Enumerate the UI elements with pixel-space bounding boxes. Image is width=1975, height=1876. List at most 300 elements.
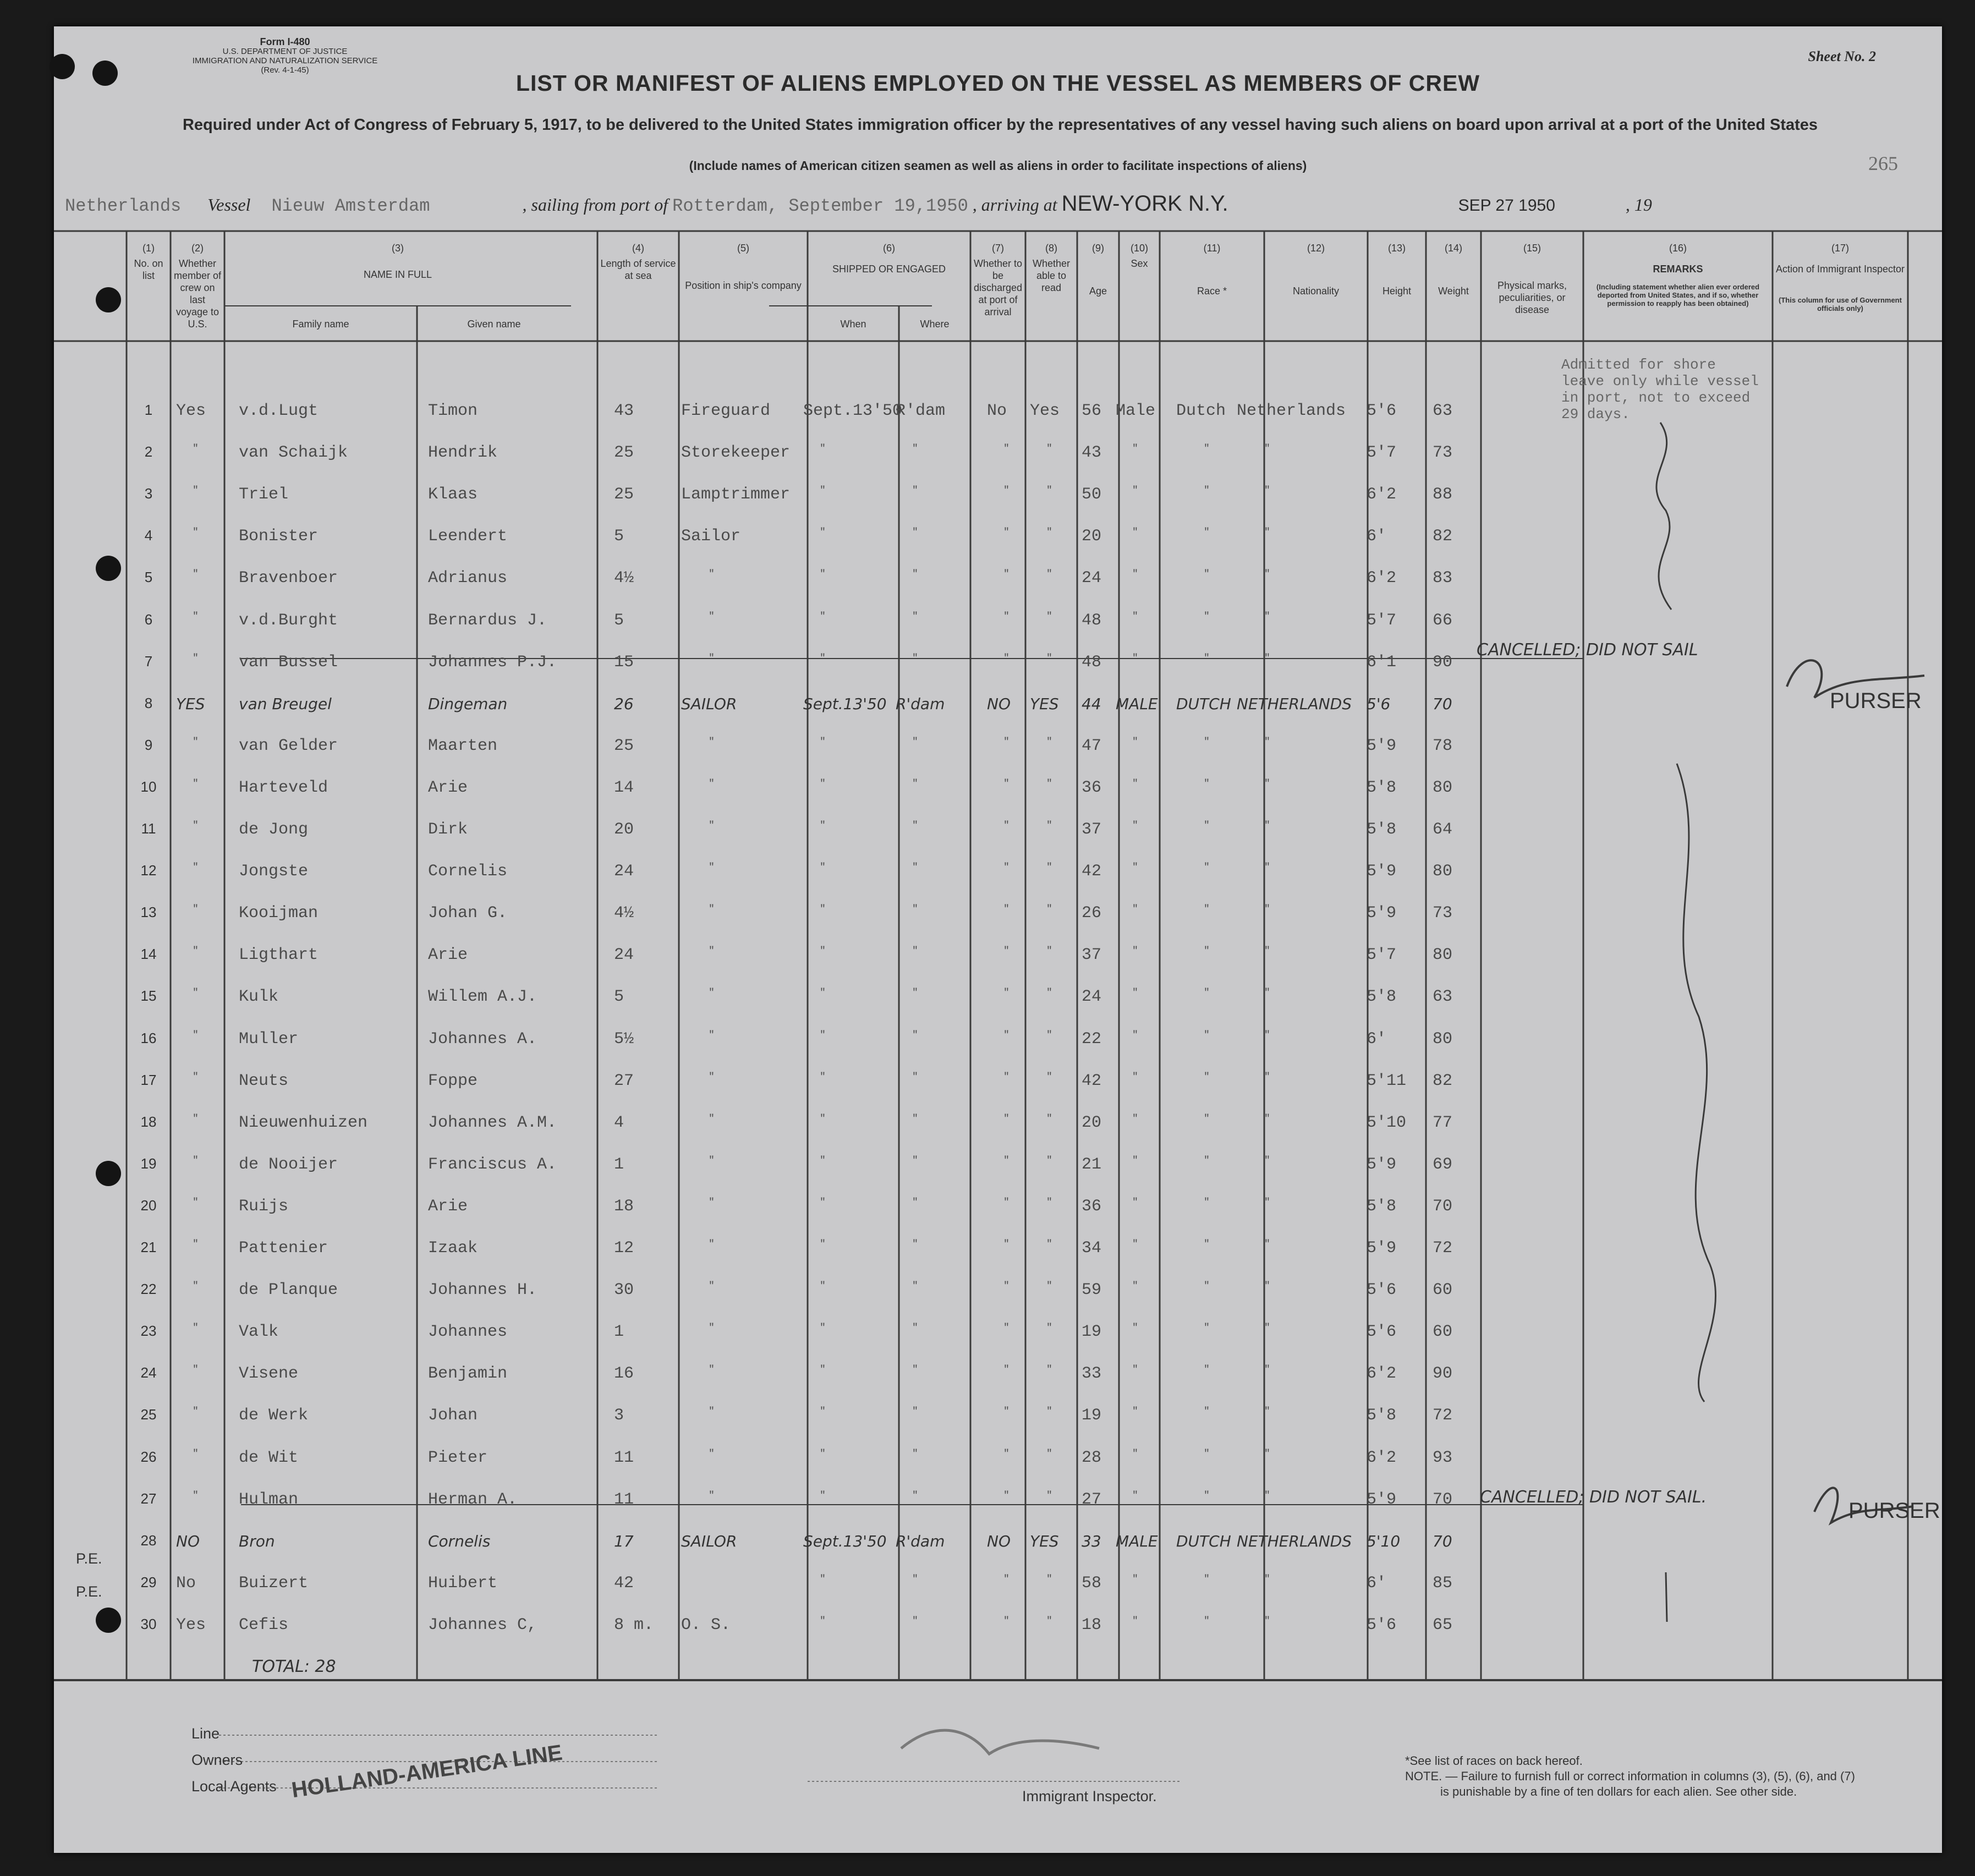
cell-age: 48 [1082,611,1102,630]
cell-when: " [820,778,826,789]
cell-disch: " [1003,1197,1010,1208]
cell-height: 5'8 [1367,988,1397,1007]
cell-prev: " [193,1406,199,1418]
cell-read: YES [1030,694,1059,713]
cell-age: 27 [1082,1490,1102,1509]
cell-where: " [912,652,918,664]
cell-prev: " [193,1155,199,1166]
department: U.S. DEPARTMENT OF JUSTICE [222,47,348,56]
cell-race: " [1204,611,1210,622]
cell-service: 5 [614,988,624,1007]
cell-disch: " [1003,485,1010,497]
year-suffix: , 19 [1625,195,1652,215]
cell-read: " [1046,611,1052,622]
cell-service: 5 [614,527,624,546]
cell-race: " [1204,988,1210,999]
cell-given: Herman A. [428,1490,518,1509]
cell-where: " [912,1239,918,1250]
cell-disch: " [1003,1071,1010,1083]
cell-weight: 80 [1433,862,1453,881]
cell-family: Harteveld [239,778,328,797]
cell-where: R'dam [896,1532,945,1550]
cell-nat: " [1264,946,1270,957]
cell-weight: 80 [1433,1029,1453,1049]
cell-no: 24 [140,1364,157,1381]
column-number: (6) [883,243,895,254]
cell-service: 11 [614,1448,634,1467]
cell-weight: 70 [1433,1532,1452,1550]
cell-age: 34 [1082,1239,1102,1258]
cell-family: v.d.Lugt [239,402,319,420]
cell-race: " [1204,527,1210,539]
cell-race: " [1204,1113,1210,1124]
cell-service: 17 [614,1532,634,1550]
cell-age: 22 [1082,1029,1102,1049]
cell-family: Visene [239,1364,299,1384]
cell-race: " [1204,443,1210,455]
cell-age: 19 [1082,1406,1102,1425]
cell-sex: " [1132,1573,1138,1585]
cell-age: 20 [1082,527,1102,546]
column-header: Length of service at sea [600,258,676,281]
cell-when: " [820,1029,826,1041]
cell-disch: NO [987,1532,1011,1550]
cell-given: Huibert [428,1573,498,1593]
cell-given: Timon [428,402,478,420]
cell-service: 25 [614,485,634,504]
cell-race: " [1204,778,1210,789]
cell-read: " [1046,904,1052,915]
cell-prev: No [176,1573,196,1593]
cell-height: 5'9 [1367,1239,1397,1258]
cell-age: 19 [1082,1323,1102,1342]
cell-where: " [912,1615,918,1627]
cell-service: 1 [614,1155,624,1174]
footer-owners-label: Owners [191,1752,243,1768]
cell-disch: NO [987,694,1011,713]
cell-service: 18 [614,1197,634,1216]
inspector-label: Immigrant Inspector. [1022,1788,1157,1804]
cell-sex: Male [1116,402,1156,420]
cell-race: " [1204,736,1210,748]
cell-given: Adrianus [428,569,508,588]
cell-sex: " [1132,611,1138,622]
cell-family: van Gelder [239,736,338,755]
service: IMMIGRATION AND NATURALIZATION SERVICE [192,56,378,65]
cell-race: " [1204,1323,1210,1334]
cell-position: " [709,1239,715,1250]
cell-disch: " [1003,1155,1010,1166]
cell-age: 20 [1082,1113,1102,1132]
cell-height: 5'8 [1367,820,1397,839]
cell-nat: " [1264,1448,1270,1460]
column-header: NAME IN FULL [363,269,432,280]
cell-service: 4½ [614,904,634,923]
cell-disch: " [1003,904,1010,915]
cell-sex: " [1132,527,1138,539]
sheet-number: Sheet No. 2 [1808,48,1876,64]
cell-read: " [1046,1281,1052,1292]
cell-sex: " [1132,862,1138,874]
cell-position: " [709,1113,715,1124]
cell-read: " [1046,1197,1052,1208]
cell-position: " [709,862,715,874]
cell-no: 9 [144,736,153,753]
cell-family: Ligthart [239,946,319,965]
cell-height: 6'2 [1367,569,1397,588]
cell-no: 12 [140,862,157,879]
cell-read: " [1046,988,1052,999]
purser-label-2: PURSER [1848,1499,1940,1523]
cell-disch: " [1003,1113,1010,1124]
cell-where: " [912,820,918,831]
cell-nat: " [1264,1155,1270,1166]
cell-weight: 60 [1433,1323,1453,1342]
cell-age: 18 [1082,1615,1102,1634]
column-number: (15) [1523,243,1541,254]
cell-family: Valk [239,1323,279,1342]
cell-service: 8 m. [614,1615,654,1634]
cell-when: " [820,1615,826,1627]
cell-given: Johan [428,1406,478,1425]
cell-when: " [820,904,826,915]
cell-height: 5'8 [1367,778,1397,797]
cell-read: YES [1030,1532,1059,1550]
remarks-note: Admitted for shore leave only while vessel in port, not to exceed 29 days. [1561,356,1759,423]
cell-disch: " [1003,1239,1010,1250]
cell-family: de Planque [239,1281,338,1300]
cell-no: 18 [140,1113,157,1130]
column-number: (4) [632,243,644,254]
cell-disch: " [1003,1281,1010,1292]
cell-race: " [1204,485,1210,497]
cell-given: Izaak [428,1239,478,1258]
cell-no: 23 [140,1323,157,1340]
cell-sex: " [1132,988,1138,999]
cell-sex: " [1132,1448,1138,1460]
cell-sex: " [1132,1029,1138,1041]
cell-family: Kooijman [239,904,319,923]
cell-service: 30 [614,1281,634,1300]
cell-no: 19 [140,1155,157,1172]
cell-disch: " [1003,946,1010,957]
cell-given: Johannes A.M. [428,1113,557,1132]
cell-service: 25 [614,443,634,463]
cell-position: " [709,1155,715,1166]
cell-position: " [709,1071,715,1083]
cell-read: " [1046,1448,1052,1460]
cell-no: 17 [140,1071,157,1088]
footer-line-label: Line [191,1725,220,1742]
cell-when: " [820,1364,826,1376]
cell-where: " [912,988,918,999]
column-header: REMARKS [1653,264,1703,275]
cell-prev: " [193,1029,199,1041]
cell-sex: " [1132,820,1138,831]
cell-weight: 70 [1433,694,1452,713]
cell-read: " [1046,1323,1052,1334]
sub-header-remarks-note: (Including statement whether alien ever ordered deported from United States, and if so, whether permission to reapply has been obtained) [1596,283,1760,308]
cell-position: Fireguard [681,402,771,420]
cell-age: 26 [1082,904,1102,923]
cell-race: " [1204,1281,1210,1292]
cell-race: " [1204,1448,1210,1460]
cell-where: " [912,527,918,539]
cell-prev: Yes [176,402,206,420]
cell-sex: " [1132,778,1138,789]
cell-no: 4 [144,527,153,544]
cell-where: " [912,485,918,497]
cell-nat: Netherlands [1237,402,1346,420]
cell-when: " [820,527,826,539]
cell-race: " [1204,1071,1210,1083]
cell-family: de Werk [239,1406,309,1425]
cell-nat: " [1264,1406,1270,1418]
cell-age: 33 [1082,1364,1102,1384]
cell-where: " [912,1448,918,1460]
cell-where: " [912,862,918,874]
cell-service: 5 [614,611,624,630]
cell-position: SAILOR [681,694,737,713]
cell-given: Klaas [428,485,478,504]
cell-nat: " [1264,820,1270,831]
cell-height: 5'6 [1367,1615,1397,1634]
cell-sex: " [1132,1155,1138,1166]
cell-position: " [709,1029,715,1041]
cell-height: 5'6 [1367,1281,1397,1300]
column-number: (10) [1130,243,1148,254]
cell-where: " [912,904,918,915]
sub-header-given: Given name [467,319,521,330]
cell-when: " [820,1281,826,1292]
cell-given: Johannes [428,1323,508,1342]
cell-weight: 70 [1433,1197,1453,1216]
column-number: (3) [392,243,404,254]
cell-no: 5 [144,569,153,586]
cell-sex: " [1132,443,1138,455]
column-number: (1) [142,243,155,254]
cell-service: 43 [614,402,634,420]
cell-position: " [709,569,715,580]
cell-sex: " [1132,652,1138,664]
cell-height: 5'10 [1367,1532,1401,1550]
cell-disch: " [1003,527,1010,539]
cell-nat: " [1264,569,1270,580]
sailing-port: Rotterdam, September 19,1950 [672,196,968,216]
cell-position: " [709,1364,715,1376]
cell-disch: " [1003,611,1010,622]
column-header: Race * [1197,286,1227,297]
cell-where: " [912,1490,918,1501]
sub-header-where: Where [920,319,950,330]
cell-height: 5'9 [1367,862,1397,881]
cell-position: " [709,904,715,915]
cell-read: " [1046,1406,1052,1418]
cell-no: 21 [140,1239,157,1255]
purser-label-1: PURSER [1830,689,1922,713]
cell-weight: 63 [1433,402,1453,420]
cell-sex: " [1132,569,1138,580]
cell-age: 43 [1082,443,1102,463]
cell-position: SAILOR [681,1532,737,1550]
cell-when: " [820,862,826,874]
cell-prev: " [193,988,199,999]
sub-header-family: Family name [292,319,349,330]
cell-given: Arie [428,778,468,797]
cell-height: 6' [1367,1029,1387,1049]
cell-family: de Wit [239,1448,299,1467]
cell-nat: " [1264,527,1270,539]
cell-given: Hendrik [428,443,498,463]
cell-disch: " [1003,569,1010,580]
cell-service: 24 [614,862,634,881]
cell-when: " [820,1573,826,1585]
cell-service: 14 [614,778,634,797]
cell-height: 6'2 [1367,1448,1397,1467]
cell-given: Maarten [428,736,498,755]
cell-read: " [1046,569,1052,580]
cell-family: Nieuwenhuizen [239,1113,368,1132]
cell-family: Cefis [239,1615,289,1634]
sailing-label: , sailing from port of [522,195,668,215]
cell-age: 47 [1082,736,1102,755]
cell-weight: 66 [1433,611,1453,630]
cell-weight: 90 [1433,1364,1453,1384]
cell-height: 5'6 [1367,402,1397,420]
cell-age: 36 [1082,1197,1102,1216]
cell-nat: " [1264,778,1270,789]
cell-position: Storekeeper [681,443,791,463]
cell-age: 44 [1082,694,1101,713]
cell-where: " [912,1029,918,1041]
cell-nat: " [1264,485,1270,497]
cell-race: " [1204,946,1210,957]
cell-weight: 82 [1433,1071,1453,1090]
cell-when: " [820,1239,826,1250]
cell-sex: MALE [1116,1532,1158,1550]
cell-given: Dirk [428,820,468,839]
cell-weight: 70 [1433,1490,1453,1509]
cell-service: 25 [614,736,634,755]
cell-race: " [1204,904,1210,915]
cell-given: Cornelis [428,862,508,881]
cell-weight: 90 [1433,652,1453,672]
cell-read: " [1046,1239,1052,1250]
cell-height: 5'6 [1367,1323,1397,1342]
cell-service: 4½ [614,569,634,588]
cell-height: 5'11 [1367,1071,1407,1090]
footer-note-3: is punishable by a fine of ten dollars for each alien. See other side. [1440,1785,1797,1798]
column-number: (13) [1387,243,1406,254]
cell-prev: " [193,1281,199,1292]
cell-prev: Yes [176,1615,206,1634]
cell-prev: " [193,611,199,622]
cell-disch: " [1003,988,1010,999]
cell-prev: " [193,1448,199,1460]
footer-note-1: *See list of races on back hereof. [1405,1754,1583,1768]
cell-weight: 78 [1433,736,1453,755]
cell-where: " [912,736,918,748]
cell-sex: " [1132,1281,1138,1292]
column-header: Height [1382,286,1412,297]
cell-nat: " [1264,1029,1270,1041]
cell-family: de Nooijer [239,1155,338,1174]
cell-disch: " [1003,1448,1010,1460]
cell-nat: " [1264,1490,1270,1501]
column-number: (7) [992,243,1004,254]
cell-given: Johannes H. [428,1281,537,1300]
cell-when: " [820,736,826,748]
cell-weight: 72 [1433,1406,1453,1425]
cell-height: 5'10 [1367,1113,1407,1132]
cell-height: 5'9 [1367,736,1397,755]
cell-sex: " [1132,1490,1138,1501]
cell-nat: " [1264,1615,1270,1627]
cell-service: 20 [614,820,634,839]
cell-read: " [1046,778,1052,789]
cell-given: Cornelis [428,1532,491,1550]
cell-sex: " [1132,1071,1138,1083]
cell-height: 5'9 [1367,1155,1397,1174]
page-subtitle-note: (Include names of American citizen seamen as well as aliens in order to facilitate inspections of aliens) [689,158,1307,173]
cell-no: 10 [140,778,157,795]
cell-no: 29 [140,1573,157,1590]
cell-service: 1 [614,1323,624,1342]
cell-when: " [820,652,826,664]
cell-sex: " [1132,736,1138,748]
cell-family: Kulk [239,988,279,1007]
cell-service: 27 [614,1071,634,1090]
cell-family: Hulman [239,1490,299,1509]
cell-race: " [1204,569,1210,580]
cell-prev: " [193,736,199,748]
cell-family: Ruijs [239,1197,289,1216]
cell-no: 27 [140,1490,157,1507]
cell-family: Bron [239,1532,275,1550]
cell-family: Bonister [239,527,319,546]
column-number: (17) [1831,243,1849,254]
cell-when: " [820,1490,826,1501]
cell-where: R'dam [896,402,946,420]
cell-given: Johan G. [428,904,508,923]
cell-race: " [1204,1615,1210,1627]
cell-race: " [1204,1364,1210,1376]
cell-read: " [1046,1490,1052,1501]
page-subtitle: Required under Act of Congress of February 5, 1917, to be delivered to the United States immigration officer by the representatives of any vessel having such aliens on board upon arrival at a port of the United States [182,116,1818,134]
cell-position: " [709,1197,715,1208]
cell-disch: " [1003,778,1010,789]
cell-when: " [820,1323,826,1334]
cell-race: " [1204,1155,1210,1166]
cell-family: van Breugel [239,694,332,713]
cell-height: 5'9 [1367,904,1397,923]
cell-service: 4 [614,1113,624,1132]
cell-where: " [912,1573,918,1585]
cell-prev: " [193,1071,199,1083]
cell-position: O. S. [681,1615,731,1634]
cell-age: 24 [1082,569,1102,588]
cell-where: R'dam [896,694,945,713]
cell-race: Dutch [1176,402,1226,420]
vessel-name: Nieuw Amsterdam [271,196,430,216]
cell-disch: " [1003,1573,1010,1585]
cell-position: " [709,611,715,622]
cell-where: " [912,443,918,455]
cell-where: " [912,1113,918,1124]
cell-read: " [1046,736,1052,748]
cell-position: " [709,1406,715,1418]
cell-weight: 77 [1433,1113,1453,1132]
